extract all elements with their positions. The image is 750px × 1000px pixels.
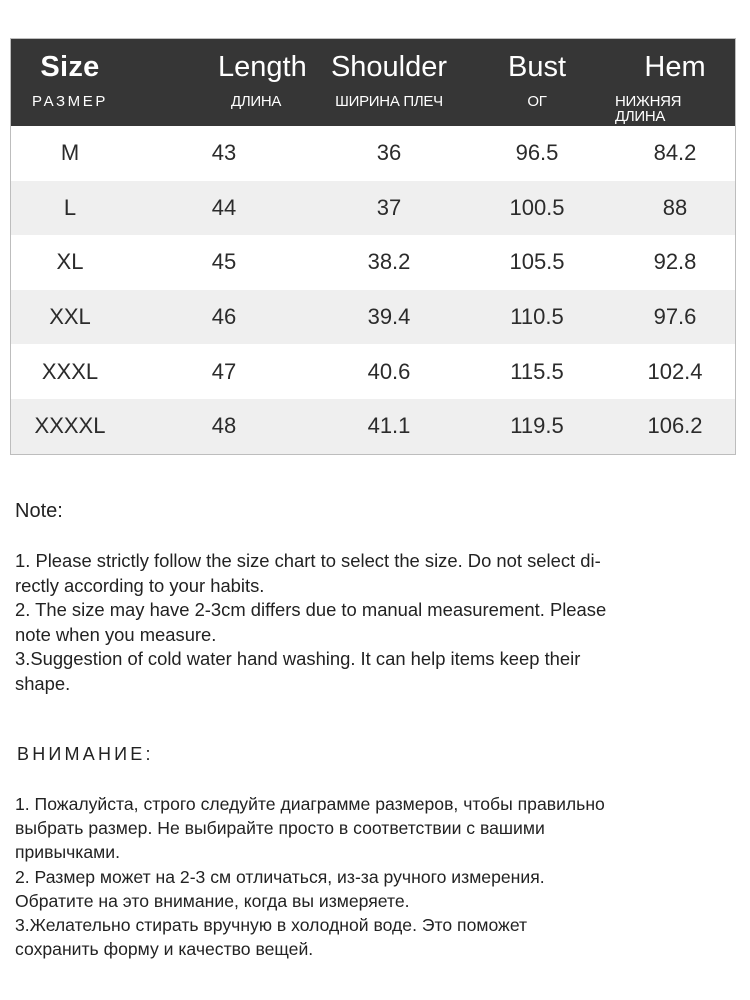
cell-shoulder: 39.4 — [367, 304, 411, 330]
note-line: 1. Please strictly follow the size chart to select the size. Do not select di- — [15, 550, 601, 571]
cell-bust: 100.5 — [509, 194, 565, 220]
note-line: note when you measure. — [15, 623, 217, 645]
table-row — [11, 399, 735, 454]
ru-note-line: 3.Желательно стирать вручную в холодной воде. Это поможет — [15, 915, 528, 936]
header-shoulder — [319, 39, 459, 126]
table-row — [11, 181, 735, 236]
cell-size: L — [63, 194, 77, 220]
header-size-en: Size — [40, 51, 100, 83]
table-body — [11, 126, 735, 454]
cell-size: M — [60, 140, 80, 166]
cell-size: XXXL — [41, 358, 99, 384]
cell-hem: 97.6 — [653, 304, 697, 330]
table-row — [11, 235, 735, 290]
note-line: 3.Suggestion of cold water hand washing. It can help items keep their — [15, 648, 581, 669]
header-bust-ru: ОГ — [527, 93, 547, 110]
note-title: Note: — [15, 500, 63, 522]
ru-note-line: выбрать размер. Не выбирайте просто в соответствии с вашими — [15, 818, 545, 839]
ru-note-line: привычками. — [15, 842, 120, 863]
cell-shoulder: 40.6 — [367, 358, 411, 384]
cell-shoulder: 38.2 — [367, 249, 411, 275]
cell-hem: 106.2 — [647, 413, 703, 439]
cell-bust: 115.5 — [510, 358, 564, 384]
cell-bust: 119.5 — [510, 413, 564, 439]
cell-hem: 102.4 — [647, 358, 703, 384]
cell-shoulder: 36 — [376, 140, 402, 166]
cell-hem: 92.8 — [653, 249, 697, 275]
ru-note-title: ВНИМАНИЕ: — [17, 744, 154, 764]
cell-bust: 110.5 — [510, 304, 564, 330]
cell-size: XXXXL — [34, 413, 106, 439]
cell-length: 43 — [211, 140, 237, 166]
cell-bust: 105.5 — [509, 249, 565, 275]
cell-hem: 88 — [662, 194, 688, 220]
note-line: 2. The size may have 2-3cm differs due to manual measurement. Please — [15, 599, 607, 620]
header-length-ru: ДЛИНА — [231, 93, 282, 110]
header-hem-en: Hem — [644, 51, 706, 83]
header-hem — [615, 39, 735, 126]
ru-note-line: сохранить форму и качество вещей. — [15, 939, 314, 960]
size-chart-table — [10, 38, 736, 455]
note-text — [15, 549, 727, 696]
header-bust-en: Bust — [507, 51, 567, 83]
ru-note-text — [15, 792, 731, 961]
cell-size: XXL — [49, 304, 91, 330]
cell-size: XL — [56, 249, 84, 275]
cell-length: 45 — [211, 249, 237, 275]
cell-hem: 84.2 — [653, 140, 697, 166]
cell-shoulder: 41.1 — [367, 413, 411, 439]
cell-bust: 96.5 — [515, 140, 559, 166]
note-line: shape. — [15, 672, 71, 694]
cell-length: 44 — [211, 194, 237, 220]
header-size — [11, 39, 129, 126]
header-length — [129, 39, 319, 126]
ru-note-line: 2. Размер может на 2-3 см отличаться, из-за ручного измерения. — [15, 866, 545, 887]
table-row — [11, 126, 735, 181]
header-bust — [459, 39, 615, 126]
table-row — [11, 344, 735, 399]
cell-shoulder: 37 — [376, 194, 402, 220]
note-line: rectly according to your habits. — [15, 574, 265, 596]
table-header — [11, 39, 735, 126]
header-hem-ru: НИЖНЯЯ ДЛИНА — [615, 93, 682, 125]
header-shoulder-en: Shoulder — [330, 51, 448, 83]
cell-length: 48 — [211, 413, 237, 439]
header-shoulder-ru: ШИРИНА ПЛЕЧ — [335, 93, 443, 110]
table-row — [11, 290, 735, 345]
cell-length: 46 — [211, 304, 237, 330]
header-size-ru: РАЗМЕР — [31, 93, 108, 110]
header-length-en: Length — [218, 51, 307, 83]
cell-length: 47 — [211, 358, 237, 384]
ru-note-line: Обратите на это внимание, когда вы измеряете. — [15, 890, 410, 911]
ru-note-line: 1. Пожалуйста, строго следуйте диаграмме размеров, чтобы правильно — [15, 794, 605, 814]
